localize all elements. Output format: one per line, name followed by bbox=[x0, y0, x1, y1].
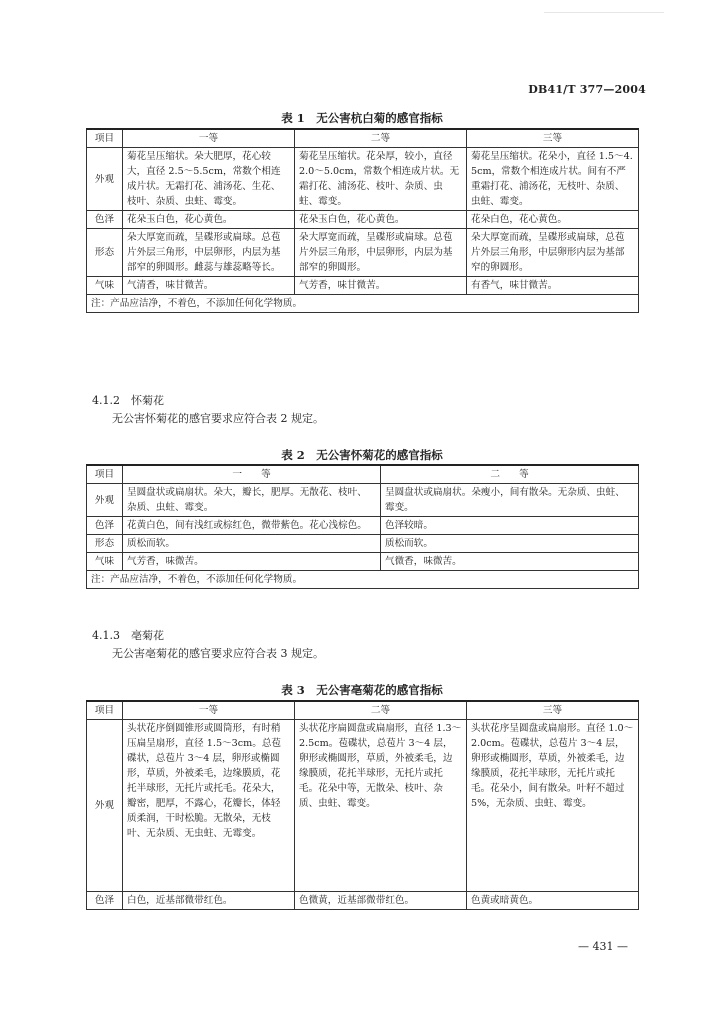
table3-header-grade3: 三等 bbox=[467, 701, 639, 720]
table-cell: 有香气，味甘微苦。 bbox=[467, 277, 639, 295]
table3-header-grade2: 二等 bbox=[295, 701, 467, 720]
table-cell: 气芳香，味微苦。 bbox=[123, 553, 381, 571]
table-cell: 菊花呈压缩状。花朵小，直径 1.5～4.5cm，常数个相连成片状。间有不严重霜打花、浦汤花，无枝叶、杂质、虫蛀、霉变。 bbox=[467, 148, 639, 211]
row-label: 气味 bbox=[87, 277, 123, 295]
section-heading-4-1-3: 4.1.3 亳菊花 bbox=[92, 629, 164, 642]
scan-artifact bbox=[544, 12, 664, 13]
table-cell: 气微香，味微苦。 bbox=[381, 553, 639, 571]
table2-caption: 表 2 无公害怀菊花的感官指标 bbox=[281, 448, 443, 462]
table-cell: 朵大厚宽而疏，呈碟形或扁球。总苞片外层三角形，中层卵形，内层为基部窄的卵圆形。 bbox=[295, 229, 467, 277]
table-row bbox=[87, 892, 639, 910]
table-cell: 色黄或暗黄色。 bbox=[467, 892, 639, 910]
section-heading-4-1-2: 4.1.2 怀菊花 bbox=[92, 394, 164, 407]
table1-header-row bbox=[87, 129, 639, 148]
table-cell: 呈圆盘状或扁扇状。朵瘦小，间有散朵。无杂质、虫蛀、霉变。 bbox=[381, 484, 639, 517]
table-row bbox=[87, 535, 639, 553]
table-cell: 花朵白色，花心黄色。 bbox=[467, 211, 639, 229]
section-body-4-1-3: 无公害亳菊花的感官要求应符合表 3 规定。 bbox=[112, 647, 324, 660]
row-label: 形态 bbox=[87, 229, 123, 277]
table-row bbox=[87, 211, 639, 229]
table1 bbox=[86, 128, 639, 313]
table-cell: 朵大厚宽而疏，呈碟形或扁球。总苞片外层三角形，中层卵形，内层为基部窄的卵圆形。雌蕊与雄蕊略等长。 bbox=[123, 229, 295, 277]
table-cell: 色微黄，近基部微带红色。 bbox=[295, 892, 467, 910]
table3-caption: 表 3 无公害亳菊花的感官指标 bbox=[281, 683, 443, 697]
table2-header-grade1: 一 等 bbox=[123, 465, 381, 484]
table-cell: 质松而软。 bbox=[381, 535, 639, 553]
table1-header-grade2: 二等 bbox=[295, 129, 467, 148]
table1-header-grade1: 一等 bbox=[123, 129, 295, 148]
table3 bbox=[86, 700, 639, 910]
row-label: 色泽 bbox=[87, 892, 123, 910]
table-cell: 头状花序扁圆盘或扁扇形，直径 1.3～2.5cm。苞碟状，总苞片 3～4 层，卵形或椭圆形，草质，外被柔毛，边缘膜质，花托半球形，无托片或托毛。花朵中等，无散朵、枝叶、杂质、虫蛀、霉变。 bbox=[295, 720, 467, 892]
table-row bbox=[87, 553, 639, 571]
row-label: 形态 bbox=[87, 535, 123, 553]
table1-caption: 表 1 无公害杭白菊的感官指标 bbox=[281, 111, 443, 125]
table-row bbox=[87, 484, 639, 517]
table-cell: 气芳香，味甘微苦。 bbox=[295, 277, 467, 295]
table1-note: 注：产品应洁净，不着色，不添加任何化学物质。 bbox=[87, 295, 639, 313]
table-cell: 头状花序呈圆盘或扁扇形。直径 1.0～2.0cm。苞碟状，总苞片 3～4 层，卵形或椭圆形，草质，外被柔毛，边缘膜质，花托半球形，无托片或托毛。花朵小，间有散朵。叶籽不超过 5%，无杂质、虫蛀、霉变。 bbox=[467, 720, 639, 892]
table2-note: 注：产品应洁净，不着色，不添加任何化学物质。 bbox=[87, 571, 639, 589]
table-cell: 花朵玉白色，花心黄色。 bbox=[123, 211, 295, 229]
table-cell: 花朵玉白色，花心黄色。 bbox=[295, 211, 467, 229]
row-label: 外观 bbox=[87, 484, 123, 517]
table-cell: 气清香，味甘微苦。 bbox=[123, 277, 295, 295]
table-cell: 朵大厚宽而疏，呈碟形或扁球，总苞片外层三角形，中层卵形内层为基部窄的卵圆形。 bbox=[467, 229, 639, 277]
table-cell: 头状花序倒圆锥形或圆筒形，有时稍压扁呈扇形，直径 1.5～3cm。总苞碟状，总苞片 3～4 层，卵形或椭圆形，草质，外被柔毛，边缘膜质，花托半球形，无托片或托毛。花朵大，瓣密，肥厚，不露心，花瓣长，体轻质柔润，干时松脆。无散朵，无枝叶、无杂质、无虫蛀、无霉变。 bbox=[123, 720, 295, 892]
table2-header-grade2: 二 等 bbox=[381, 465, 639, 484]
row-label: 气味 bbox=[87, 553, 123, 571]
section-body-4-1-2: 无公害怀菊花的感官要求应符合表 2 规定。 bbox=[112, 412, 324, 425]
table1-header-item: 项目 bbox=[87, 129, 123, 148]
table-row bbox=[87, 720, 639, 892]
row-label: 色泽 bbox=[87, 211, 123, 229]
page-number: — 431 — bbox=[578, 940, 628, 953]
table-row bbox=[87, 148, 639, 211]
table-row bbox=[87, 229, 639, 277]
table-cell: 菊花呈压缩状。花朵厚，较小，直径 2.0～5.0cm，常数个相连成片状。无霜打花、浦汤花、枝叶、杂质、虫蛀、霉变。 bbox=[295, 148, 467, 211]
table-row bbox=[87, 277, 639, 295]
table-cell: 白色，近基部微带红色。 bbox=[123, 892, 295, 910]
table-cell: 菊花呈压缩状。朵大肥厚，花心较大，直径 2.5～5.5cm，常数个相连成片状。无霜打花、浦汤花、生花、枝叶、杂质、虫蛀、霉变。 bbox=[123, 148, 295, 211]
table-row bbox=[87, 517, 639, 535]
row-label: 色泽 bbox=[87, 517, 123, 535]
table-cell: 呈圆盘状或扁扇状。朵大，瓣长，肥厚。无散花、枝叶、杂质、虫蛀、霉变。 bbox=[123, 484, 381, 517]
table3-header-row bbox=[87, 701, 639, 720]
table2-header-row bbox=[87, 465, 639, 484]
table3-header-item: 项目 bbox=[87, 701, 123, 720]
table-cell: 质松而软。 bbox=[123, 535, 381, 553]
table-cell: 花黄白色，间有浅红或棕红色，微带紫色。花心浅棕色。 bbox=[123, 517, 381, 535]
table2-header-item: 项目 bbox=[87, 465, 123, 484]
table-note-row bbox=[87, 295, 639, 313]
table-cell: 色泽较暗。 bbox=[381, 517, 639, 535]
table2 bbox=[86, 464, 639, 589]
table1-header-grade3: 三等 bbox=[467, 129, 639, 148]
document-code: DB41/T 377—2004 bbox=[528, 83, 646, 96]
row-label: 外观 bbox=[87, 148, 123, 211]
table3-header-grade1: 一等 bbox=[123, 701, 295, 720]
table-note-row bbox=[87, 571, 639, 589]
row-label: 外观 bbox=[87, 720, 123, 892]
